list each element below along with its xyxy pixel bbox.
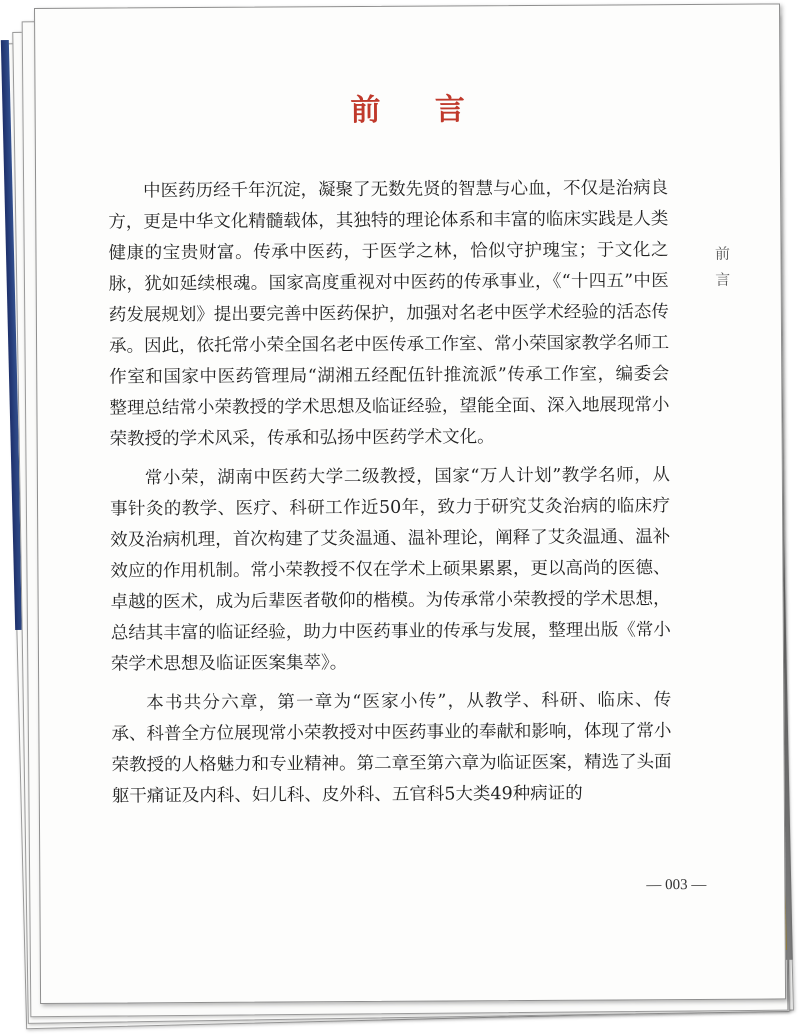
body-text (108, 173, 672, 820)
running-head-char: 前 (714, 244, 731, 263)
paragraph: 本书共分六章，第一章为“医家小传”，从教学、科研、临床、传承、科普全方位展现常小荣教授对中医药事业的奉献和影响，体现了常小荣教授的人格魅力和专业精神。第二章至第六章为临证医案，精选了头面躯干痛证及内科、妇儿科、皮外科、五官科5大类49种病证的 (111, 690, 672, 807)
page-title: 前 言 (350, 92, 487, 129)
book-page (34, 3, 786, 1004)
running-head (712, 241, 732, 293)
paragraph: 常小荣，湖南中医药大学二级教授，国家“万人计划”教学名师，从事针灸的教学、医疗、科研工作近50年，致力于研究艾灸治病的临床疗效及治病机理，首次构建了艾灸温通、温补理论，阐释了艾灸温通、温补效应的作用机制。常小荣教授不仅在学术上硕果累累，更以高尚的医德、卓越的医术，成为后辈医者敬仰的楷模。为传承常小荣教授的学术思想，总结其丰富的临证经验，助力中医药事业的传承与发展，整理出版《常小荣学术思想及临证医案集萃》。 (110, 465, 671, 675)
running-head-char: 言 (715, 270, 731, 289)
page-number: — 003 — (646, 876, 707, 894)
paragraph: 中医药历经千年沉淀，凝聚了无数先贤的智慧与心血，不仅是治病良方，更是中华文化精髓载体，其独特的理论体系和丰富的临床实践是人类健康的宝贵财富。传承中医药，于医学之林，恰似守护瑰宝；于文化之脉，犹如延续根魂。国家高度重视对中医药的传承事业，《“十四五”中医药发展规划》提出要完善中医药保护，加强对名老中医学术经验的活态传承。因此，依托常小荣全国名老中医传承工作室、常小荣国家教学名师工作室和国家中医药管理局“湖湘五经配伍针推流派”传承工作室，编委会整理总结常小荣教授的学术思想及临证经验，望能全面、深入地展现常小荣教授的学术风采，传承和弘扬中医药学术文化。 (108, 178, 670, 450)
